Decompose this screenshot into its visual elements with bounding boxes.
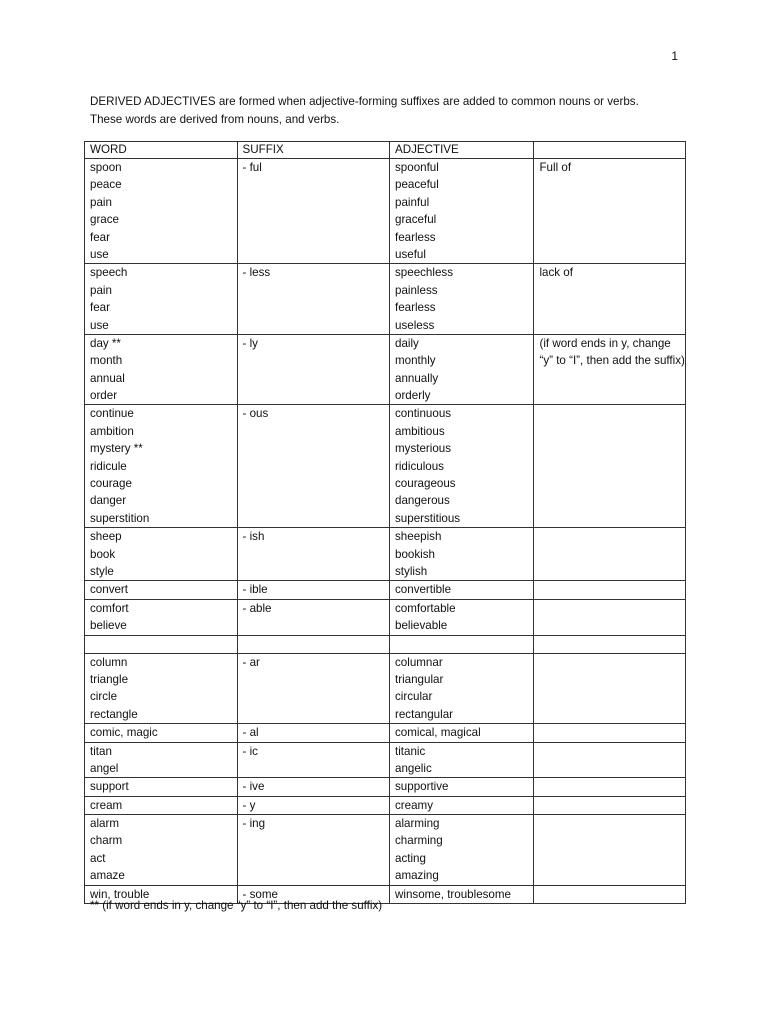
adjective-item: columnar	[395, 655, 443, 669]
note-cell	[534, 778, 686, 796]
adjective-item: spoonful	[395, 161, 439, 174]
suffix-cell	[237, 264, 390, 335]
adjective-item: winsome, troublesome	[395, 887, 511, 901]
suffix-label: - ing	[242, 817, 266, 831]
adjective-item: titanic	[395, 744, 426, 758]
table-row	[85, 635, 686, 653]
adjective-cell	[390, 405, 534, 528]
word-item: style	[90, 564, 114, 578]
word-item: circle	[90, 690, 118, 704]
table-row	[85, 815, 686, 886]
adjective-item: continuous	[395, 407, 452, 421]
word-item: peace	[90, 178, 122, 192]
table-row	[85, 778, 686, 796]
word-item: angel	[90, 761, 119, 775]
word-item: comic, magic	[90, 726, 158, 740]
word-item: day **	[90, 336, 121, 350]
adjective-item: superstitious	[395, 511, 461, 525]
note-cell	[534, 581, 686, 599]
suffix-label: - ive	[242, 780, 265, 794]
note-cell	[534, 653, 686, 724]
note-text: lack of	[539, 266, 573, 280]
table-row	[85, 264, 686, 335]
adjective-item: annually	[395, 371, 439, 385]
adjective-cell	[390, 581, 534, 599]
page-number: 1	[671, 49, 678, 63]
derived-adjectives-table	[84, 141, 686, 904]
word-item: charm	[90, 834, 123, 848]
suffix-label: - ly	[242, 336, 258, 350]
adjective-cell	[390, 742, 534, 778]
word-item: mystery **	[90, 442, 143, 456]
adjective-item: monthly	[395, 354, 436, 368]
note-cell	[534, 528, 686, 581]
adjective-item: supportive	[395, 780, 449, 794]
word-item: fear	[90, 230, 110, 244]
footnote: ** (if word ends in y, change “y” to “I”, then add the suffix)	[90, 899, 383, 912]
suffix-cell	[237, 635, 390, 653]
adjective-item: painless	[395, 283, 438, 297]
word-item: courage	[90, 477, 132, 491]
table-row	[85, 334, 686, 405]
adjective-item: fearless	[395, 230, 436, 244]
adjective-cell	[390, 885, 534, 903]
suffix-label: - al	[242, 726, 259, 740]
adjective-item: dangerous	[395, 494, 450, 508]
adjective-item: charming	[395, 834, 443, 848]
adjective-item: creamy	[395, 798, 434, 812]
table-header-row	[85, 142, 686, 159]
table-row	[85, 405, 686, 528]
word-item: comfort	[90, 601, 129, 615]
adjective-item: believable	[395, 619, 448, 633]
table-row	[85, 653, 686, 724]
suffix-cell	[237, 159, 390, 264]
suffix-cell	[237, 581, 390, 599]
word-item: sheep	[90, 530, 122, 544]
word-item: believe	[90, 619, 127, 633]
word-item: amaze	[90, 869, 125, 883]
adjective-item: orderly	[395, 389, 431, 403]
note-text: (if word ends in y, change “y” to “I”, then add the suffix)	[539, 336, 685, 368]
word-cell	[85, 815, 238, 886]
adjective-item: useless	[395, 318, 435, 332]
adjective-cell	[390, 778, 534, 796]
note-cell	[534, 796, 686, 814]
suffix-cell	[237, 815, 390, 886]
word-item: danger	[90, 494, 127, 508]
suffix-label: - ous	[242, 407, 269, 421]
word-item: annual	[90, 371, 125, 385]
adjective-item: bookish	[395, 547, 435, 561]
note-cell	[534, 815, 686, 886]
intro-paragraph	[90, 93, 690, 129]
word-item: order	[90, 389, 118, 403]
suffix-cell	[237, 405, 390, 528]
suffix-cell	[237, 528, 390, 581]
suffix-cell	[237, 796, 390, 814]
adjective-item: amazing	[395, 869, 439, 883]
adjective-item: fearless	[395, 301, 436, 315]
note-cell	[534, 405, 686, 528]
table-row	[85, 742, 686, 778]
table-row	[85, 796, 686, 814]
note-cell	[534, 724, 686, 742]
adjective-item: daily	[395, 336, 419, 350]
word-item: convert	[90, 583, 129, 597]
note-cell	[534, 742, 686, 778]
adjective-cell	[390, 159, 534, 264]
word-item: speech	[90, 266, 128, 280]
adjective-item: acting	[395, 851, 426, 865]
word-item: superstition	[90, 511, 150, 525]
adjective-item: comical, magical	[395, 726, 481, 740]
adjective-item: stylish	[395, 564, 428, 578]
adjective-item: ambitious	[395, 424, 445, 438]
adjective-item: circular	[395, 690, 433, 704]
table-row	[85, 159, 686, 264]
adjective-item: comfortable	[395, 601, 456, 615]
suffix-cell	[237, 653, 390, 724]
header-suffix: SUFFIX	[237, 142, 390, 159]
word-item: pain	[90, 195, 112, 209]
intro-line-2: These words are derived from nouns, and verbs.	[90, 113, 340, 126]
adjective-item: alarming	[395, 817, 440, 831]
adjective-cell	[390, 334, 534, 405]
word-cell	[85, 159, 238, 264]
word-item: use	[90, 318, 109, 332]
adjective-cell	[390, 599, 534, 635]
adjective-item: painful	[395, 195, 430, 209]
note-text: Full of	[539, 161, 572, 174]
word-item: column	[90, 655, 128, 669]
word-cell	[85, 405, 238, 528]
suffix-label: - ish	[242, 530, 265, 544]
table-row	[85, 581, 686, 599]
adjective-item: useful	[395, 247, 426, 261]
suffix-label: - some	[242, 887, 278, 901]
word-cell	[85, 528, 238, 581]
word-cell	[85, 334, 238, 405]
suffix-label: - ful	[242, 161, 262, 174]
word-item: continue	[90, 407, 134, 421]
word-cell	[85, 724, 238, 742]
suffix-label: - ar	[242, 655, 260, 669]
adjective-cell	[390, 528, 534, 581]
adjective-item: angelic	[395, 761, 432, 775]
suffix-cell	[237, 742, 390, 778]
suffix-label: - less	[242, 266, 271, 280]
note-cell	[534, 885, 686, 903]
word-item: month	[90, 354, 123, 368]
adjective-item: sheepish	[395, 530, 442, 544]
word-item: use	[90, 247, 109, 261]
word-item: titan	[90, 744, 112, 758]
table-row	[85, 528, 686, 581]
adjective-item: rectangular	[395, 707, 454, 721]
note-cell	[534, 599, 686, 635]
table-row	[85, 724, 686, 742]
adjective-cell	[390, 796, 534, 814]
word-item: cream	[90, 798, 123, 812]
word-item: ambition	[90, 424, 134, 438]
suffix-label: - able	[242, 601, 272, 615]
word-item: rectangle	[90, 707, 138, 721]
word-item: grace	[90, 213, 120, 227]
intro-line-1: DERIVED ADJECTIVES are formed when adjective-forming suffixes are added to common nouns or verbs.	[90, 95, 639, 108]
adjective-item: speechless	[395, 266, 454, 280]
word-item: alarm	[90, 817, 119, 831]
table-body	[85, 159, 686, 904]
adjective-cell	[390, 724, 534, 742]
adjective-item: ridiculous	[395, 459, 444, 473]
note-cell	[534, 334, 686, 405]
word-item: fear	[90, 301, 110, 315]
suffix-label: - y	[242, 798, 256, 812]
adjective-cell	[390, 815, 534, 886]
word-item: ridicule	[90, 459, 127, 473]
word-cell	[85, 599, 238, 635]
suffix-label: - ible	[242, 583, 268, 597]
word-item: spoon	[90, 161, 122, 174]
note-cell	[534, 264, 686, 335]
word-cell	[85, 581, 238, 599]
adjective-item: triangular	[395, 672, 444, 686]
word-cell	[85, 778, 238, 796]
suffix-cell	[237, 334, 390, 405]
adjective-item: courageous	[395, 477, 456, 491]
adjective-item: peaceful	[395, 178, 439, 192]
adjective-cell	[390, 635, 534, 653]
header-word: WORD	[85, 142, 238, 159]
word-item: pain	[90, 283, 112, 297]
word-item: triangle	[90, 672, 129, 686]
word-item: win, trouble	[90, 887, 150, 901]
word-item: support	[90, 780, 129, 794]
suffix-cell	[237, 724, 390, 742]
note-cell	[534, 159, 686, 264]
adjective-cell	[390, 653, 534, 724]
adjective-item: graceful	[395, 213, 437, 227]
note-cell	[534, 635, 686, 653]
word-cell	[85, 653, 238, 724]
suffix-cell	[237, 599, 390, 635]
word-item: act	[90, 851, 106, 865]
suffix-label: - ic	[242, 744, 258, 758]
word-item: book	[90, 547, 116, 561]
table-row	[85, 599, 686, 635]
word-cell	[85, 796, 238, 814]
adjective-item: convertible	[395, 583, 452, 597]
adjective-item: mysterious	[395, 442, 452, 456]
adjective-cell	[390, 264, 534, 335]
header-adjective: ADJECTIVE	[390, 142, 534, 159]
word-cell	[85, 635, 238, 653]
word-cell	[85, 264, 238, 335]
header-note	[534, 142, 686, 159]
suffix-cell	[237, 778, 390, 796]
word-cell	[85, 742, 238, 778]
